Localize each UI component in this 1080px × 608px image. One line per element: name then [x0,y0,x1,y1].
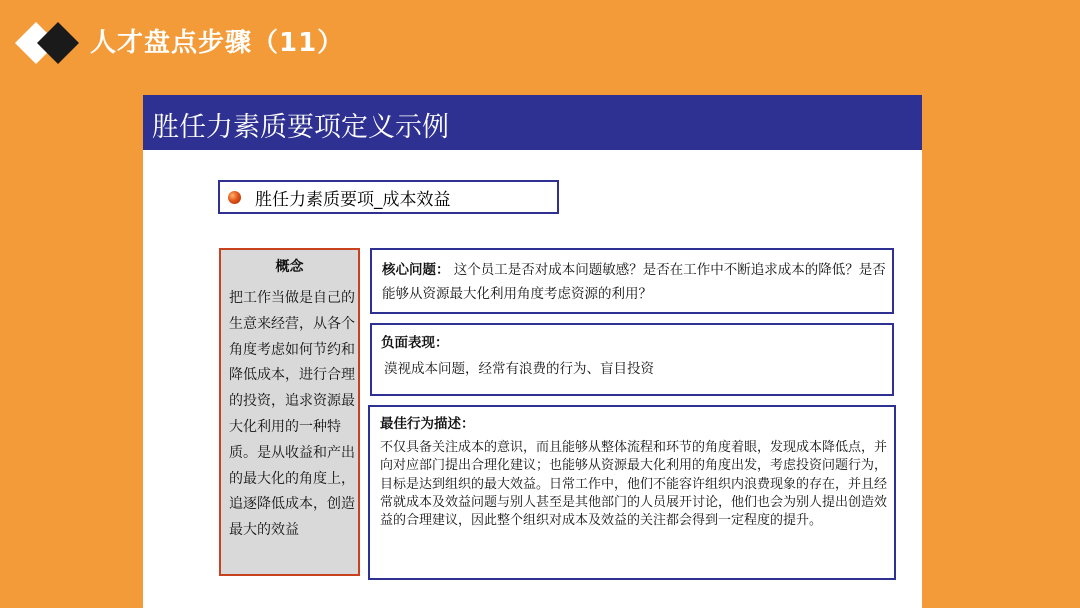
core-question-body: 这个员工是否对成本问题敏感？是否在工作中不断追求成本的降低？是否能够从资源最大化利用角度考虑资源的利用？ [382,262,886,302]
subtitle-text: 胜任力素质要项_成本效益 [255,190,451,210]
panel-title: 胜任力素质要项定义示例 [152,112,449,143]
core-question-box [370,248,894,314]
subtitle-box [218,180,559,214]
negative-box [370,323,894,396]
core-question-text [382,258,887,306]
concept-body: 把工作当做是自己的生意来经营，从各个角度考虑如何节约和降低成本，进行合理的投资，追求资源最大化利用的一种特质。是从收益和产出的最大化的角度上，追逐降低成本，创造最大的效益 [229,290,355,539]
core-question-label: 核心问题： [382,262,450,278]
concept-title: 概念 [275,259,304,275]
negative-text: 漠视成本问题，经常有浪费的行为、盲目投资 [384,361,654,377]
content-panel [143,95,922,608]
slide-title: 人才盘点步骤（11） [90,28,345,58]
best-behavior-text: 不仅具备关注成本的意识，而且能够从整体流程和环节的角度着眼，发现成本降低点，并向对应部门提出合理化建议；也能够从资源最大化利用的角度出发，考虑投资问题行为，目标是达到组织的最大效益。日常工作中，他们不能容许组织内浪费现象的存在，并且经常就成本及效益问题与别人甚至是其他部门的人员展开讨论，他们也会为别人提出创造效益的合理建议，因此整个组织对成本及效益的关注都会得到一定程度的提升。 [380,440,888,529]
diamond-logo-icon [14,18,80,68]
concept-box [219,248,360,576]
best-behavior-box [368,405,896,580]
negative-label: 负面表现： [381,335,449,351]
panel-header [143,95,922,150]
best-behavior-label: 最佳行为描述： [380,416,475,432]
bullet-icon [228,191,241,204]
